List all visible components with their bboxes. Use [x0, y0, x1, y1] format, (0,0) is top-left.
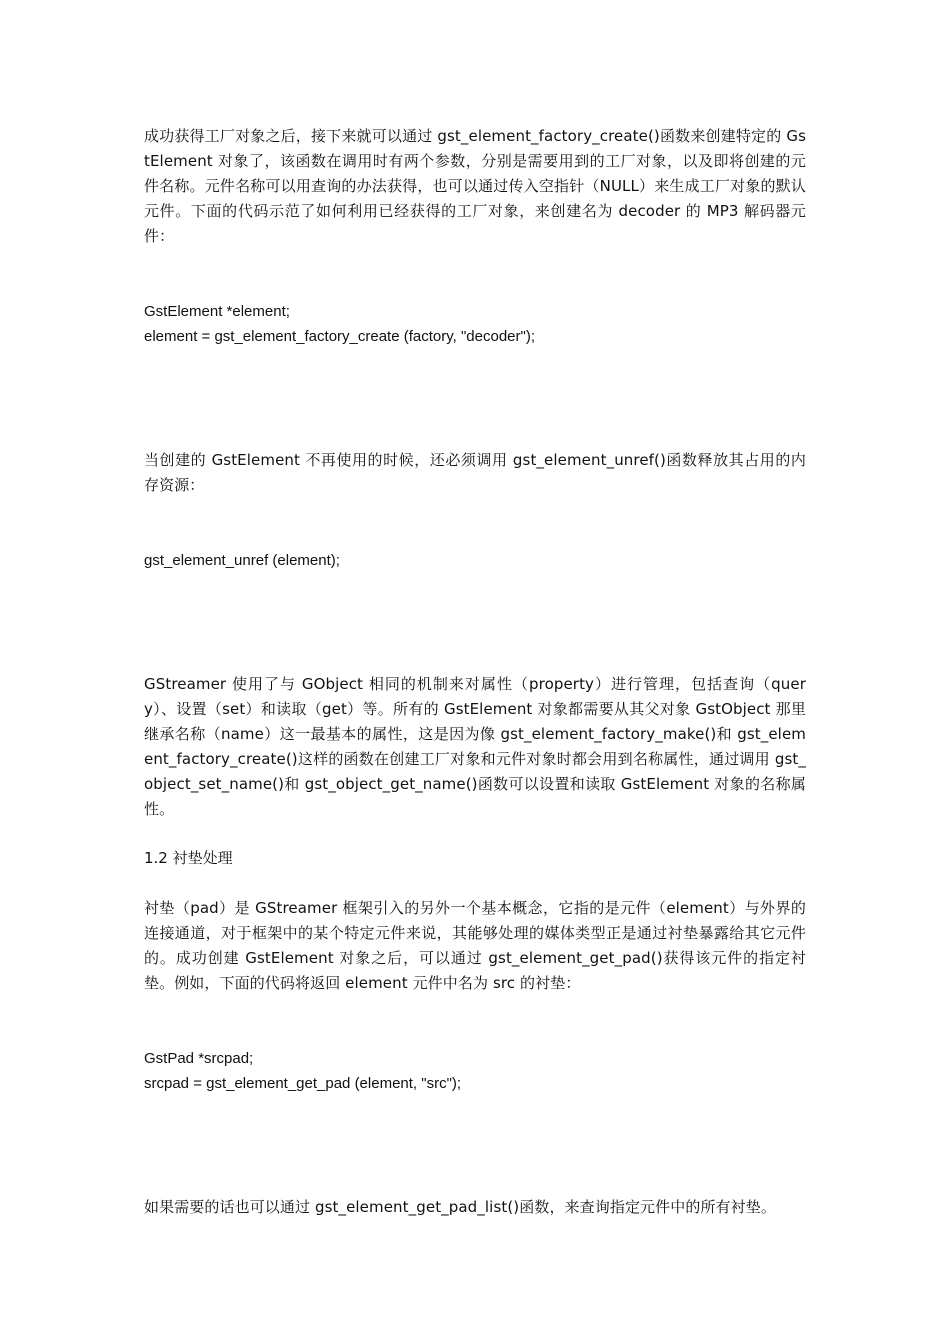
code-line-declare-element: GstElement *element;: [144, 303, 290, 320]
code-line-unref: gst_element_unref (element);: [144, 552, 340, 569]
paragraph-properties: GStreamer 使用了与 GObject 相同的机制来对属性（property）进行管理，包括查询（query）、设置（set）和读取（get）等。所有的 GstElement 对象都需要从其父对象 GstObject 那里继承名称（name）这一最基本的属性，这是因为像 gst_element_factory_make()和 gst_element_factory_create()这样的函数在创建工厂对象和元件对象时都会用到名称属性，通过调用 gst_object_set_name()和 gst_object_get_name()函数可以设置和读取 GstElement 对象的名称属性。: [144, 675, 806, 818]
code-line-create-element: element = gst_element_factory_create (factory, "decoder");: [144, 328, 535, 345]
section-heading-pad: 1.2 衬垫处理: [144, 849, 233, 867]
code-line-declare-pad: GstPad *srcpad;: [144, 1050, 254, 1067]
code-line-get-pad: srcpad = gst_element_get_pad (element, "src");: [144, 1075, 462, 1092]
paragraph-pad-list: 如果需要的话也可以通过 gst_element_get_pad_list()函数，来查询指定元件中的所有衬垫。: [144, 1198, 776, 1216]
paragraph-pad-intro: 衬垫（pad）是 GStreamer 框架引入的另外一个基本概念，它指的是元件（element）与外界的连接通道，对于框架中的某个特定元件来说，其能够处理的媒体类型正是通过衬垫暴露给其它元件的。成功创建 GstElement 对象之后，可以通过 gst_element_get_pad()获得该元件的指定衬垫。例如，下面的代码将返回 element 元件中名为 src 的衬垫：: [144, 899, 806, 992]
paragraph-factory-create: 成功获得工厂对象之后，接下来就可以通过 gst_element_factory_create()函数来创建特定的 GstElement 对象了，该函数在调用时有两个参数，分别是需要用到的工厂对象，以及即将创建的元件名称。元件名称可以用查询的办法获得，也可以通过传入空指针（NULL）来生成工厂对象的默认元件。下面的代码示范了如何利用已经获得的工厂对象，来创建名为 decoder 的 MP3 解码器元件：: [144, 127, 806, 245]
paragraph-element-unref: 当创建的 GstElement 不再使用的时候，还必须调用 gst_element_unref()函数释放其占用的内存资源：: [144, 451, 806, 494]
